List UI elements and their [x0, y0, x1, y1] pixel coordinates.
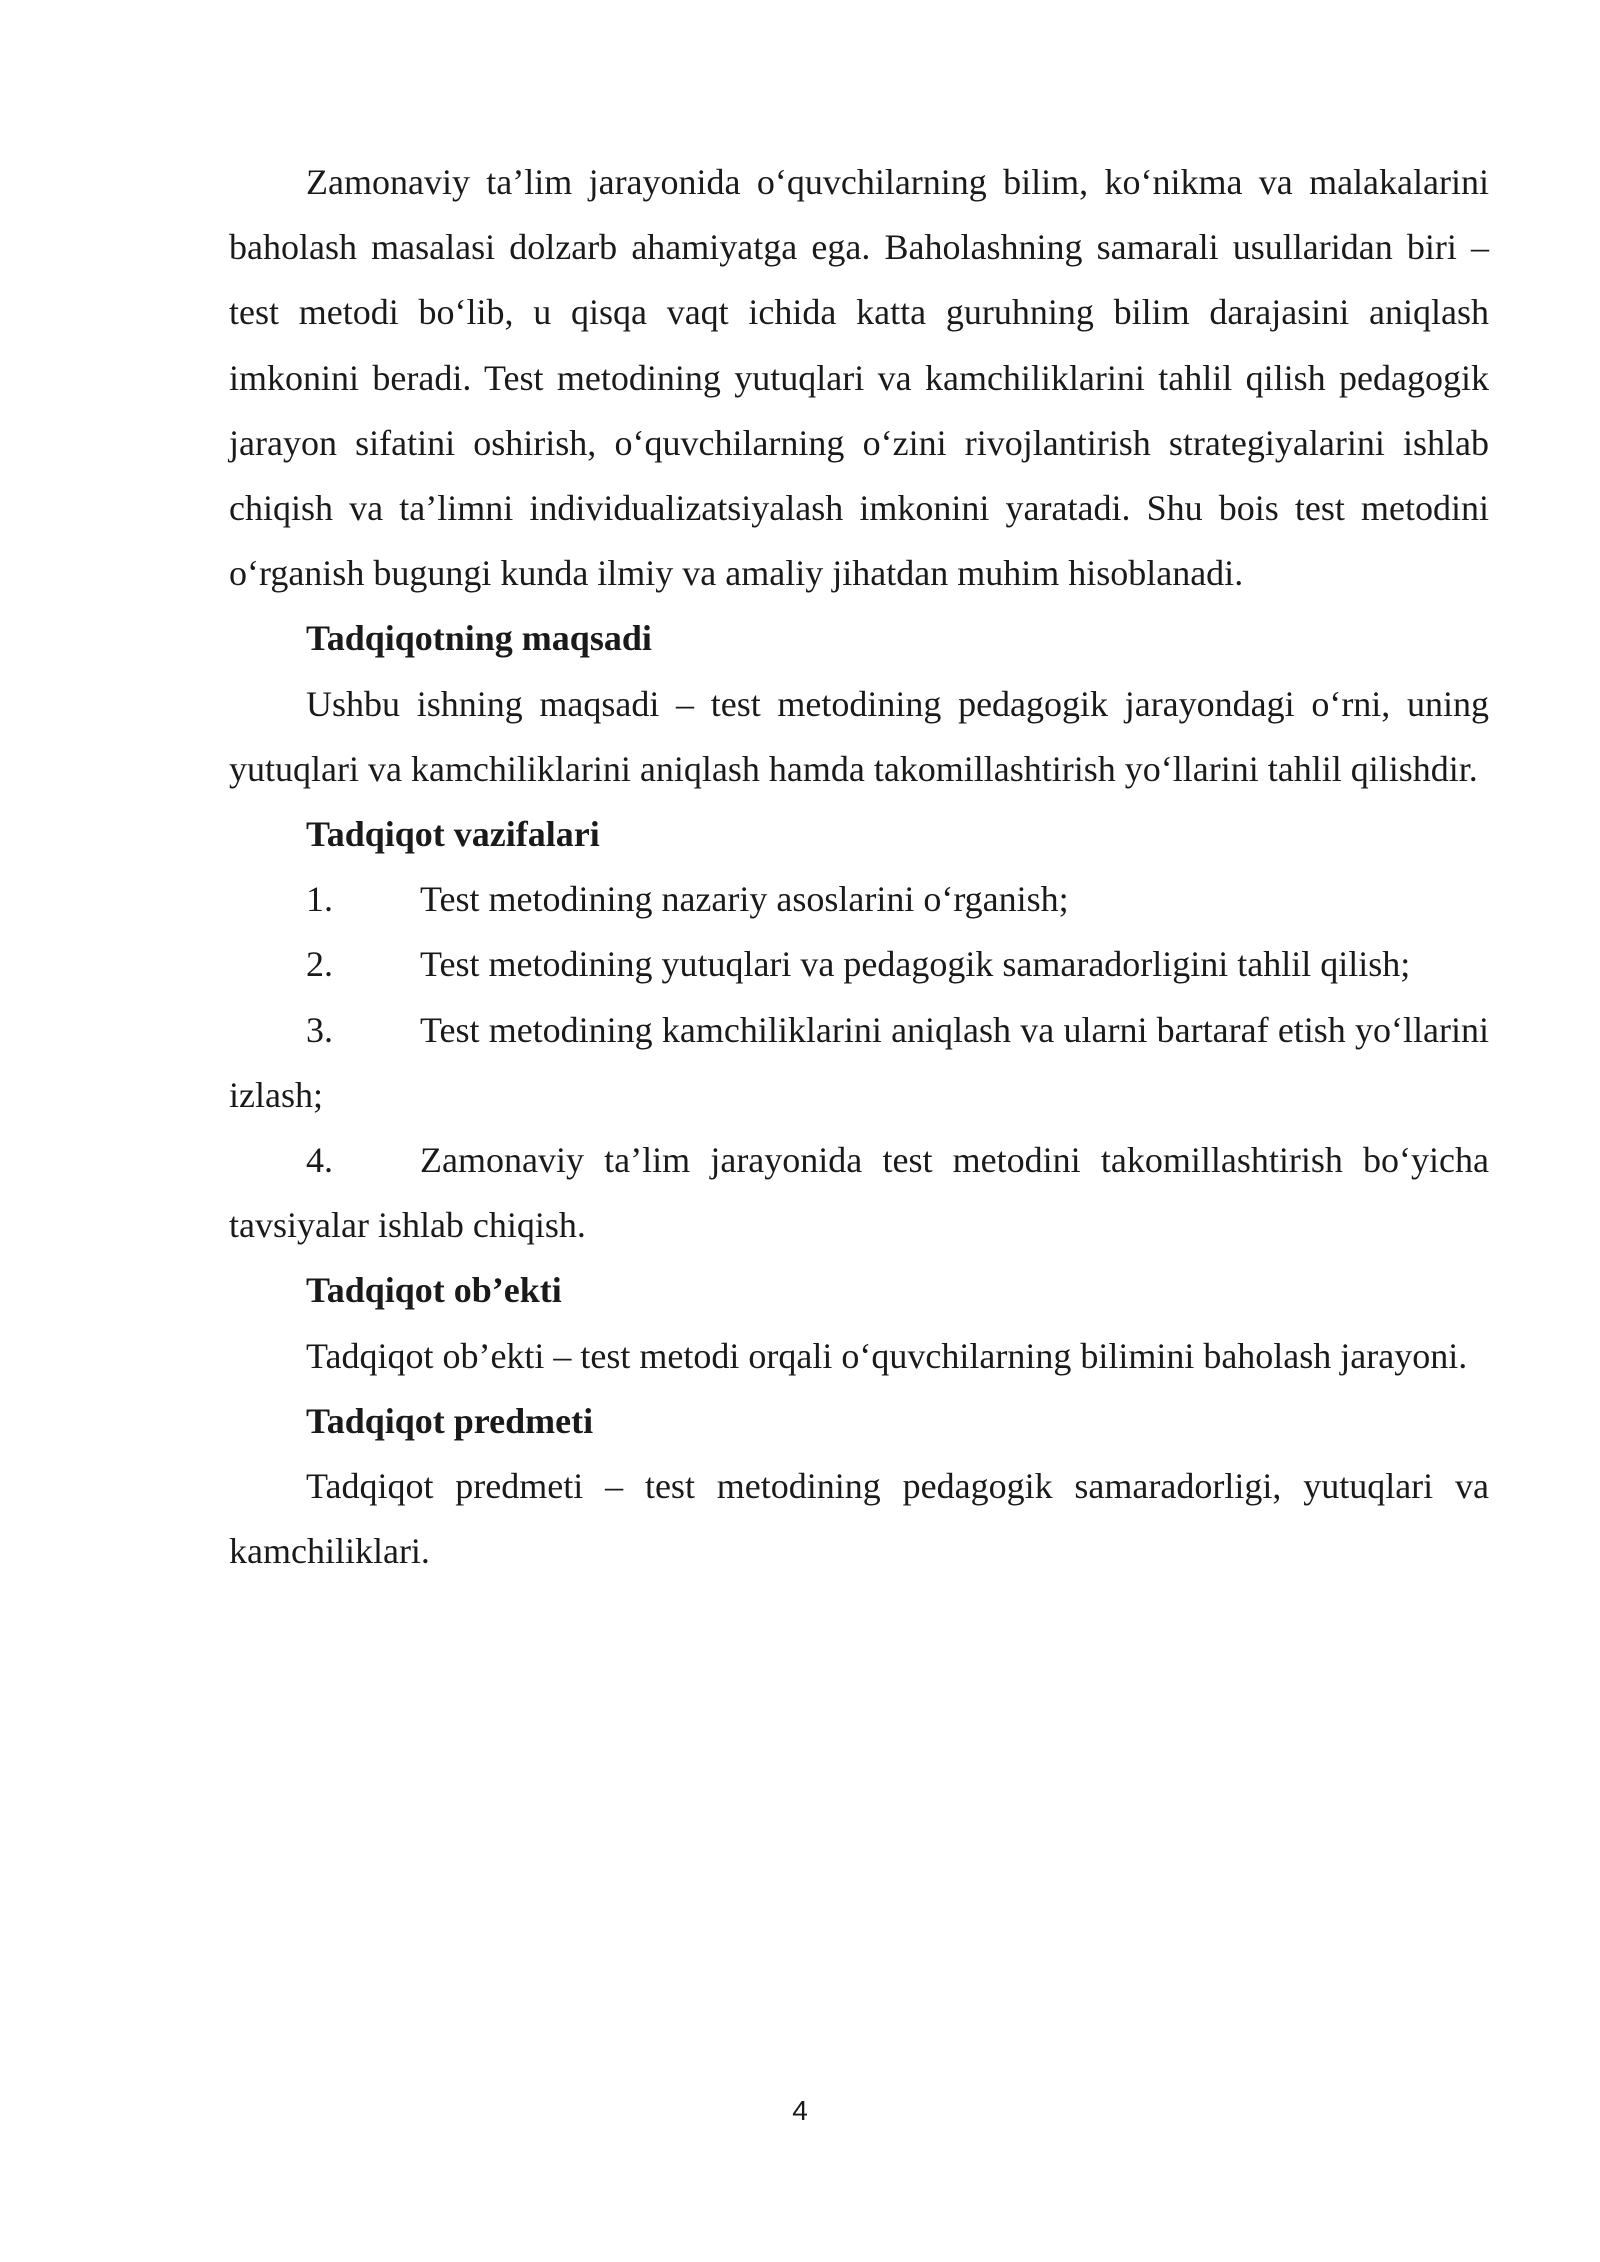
document-page [229, 150, 1489, 1584]
task-number: 1. [306, 879, 333, 920]
tasks-heading: Tadqiqot vazifalari [306, 814, 600, 855]
page-number: 4 [792, 2095, 808, 2126]
object-paragraph: Tadqiqot ob’ekti – test metodi orqali o‘quvchilarning bilimini baholash jarayoni. [306, 1335, 1468, 1376]
task-text: Test metodining yutuqlari va pedagogik samaradorligini tahlil qilish; [420, 944, 1411, 985]
task-text: Zamonaviy ta’lim jarayonida test metodini takomillashtirish bo‘yicha tavsiyalar ishlab chiqish. [229, 1140, 1489, 1246]
subject-paragraph: Tadqiqot predmeti – test metodining pedagogik samaradorligi, yutuqlari va kamchiliklari. [229, 1466, 1489, 1572]
task-item-1 [229, 867, 1489, 932]
task-number: 2. [306, 944, 333, 985]
goal-paragraph: Ushbu ishning maqsadi – test metodining pedagogik jarayondagi o‘rni, uning yutuqlari va kamchiliklarini aniqlash hamda takomillashtirish yo‘llarini tahlil qilishdir. [229, 683, 1489, 789]
object-heading: Tadqiqot ob’ekti [306, 1270, 562, 1311]
task-item-4 [229, 1128, 1489, 1258]
task-text: Test metodining nazariy asoslarini o‘rganish; [420, 879, 1069, 920]
subject-heading: Tadqiqot predmeti [306, 1400, 594, 1441]
intro-paragraph: Zamonaviy ta’lim jarayonida o‘quvchilarning bilim, ko‘nikma va malakalarini baholash masalasi dolzarb ahamiyatga ega. Baholashning samarali usullaridan biri – test metodi bo‘lib, u qisqa vaqt ichida katta guruhning bilim darajasini aniqlash imkonini beradi. Test metodining yutuqlari va kamchiliklarini tahlil qilish pedagogik jarayon sifatini oshirish, o‘quvchilarning o‘zini rivojlantirish strategiyalarini ishlab chiqish va ta’limni individualizatsiyalash imkonini yaratadi. Shu bois test metodini o‘rganish bugungi kunda ilmiy va amaliy jihatdan muhim hisoblanadi. [229, 162, 1489, 594]
task-number: 4. [306, 1140, 333, 1181]
task-text: Test metodining kamchiliklarini aniqlash va ularni bartaraf etish yo‘llarini izlash; [229, 1009, 1489, 1115]
task-item-2 [229, 932, 1489, 997]
goal-heading: Tadqiqotning maqsadi [306, 618, 652, 659]
task-item-3 [229, 998, 1489, 1128]
task-number: 3. [306, 1009, 333, 1050]
